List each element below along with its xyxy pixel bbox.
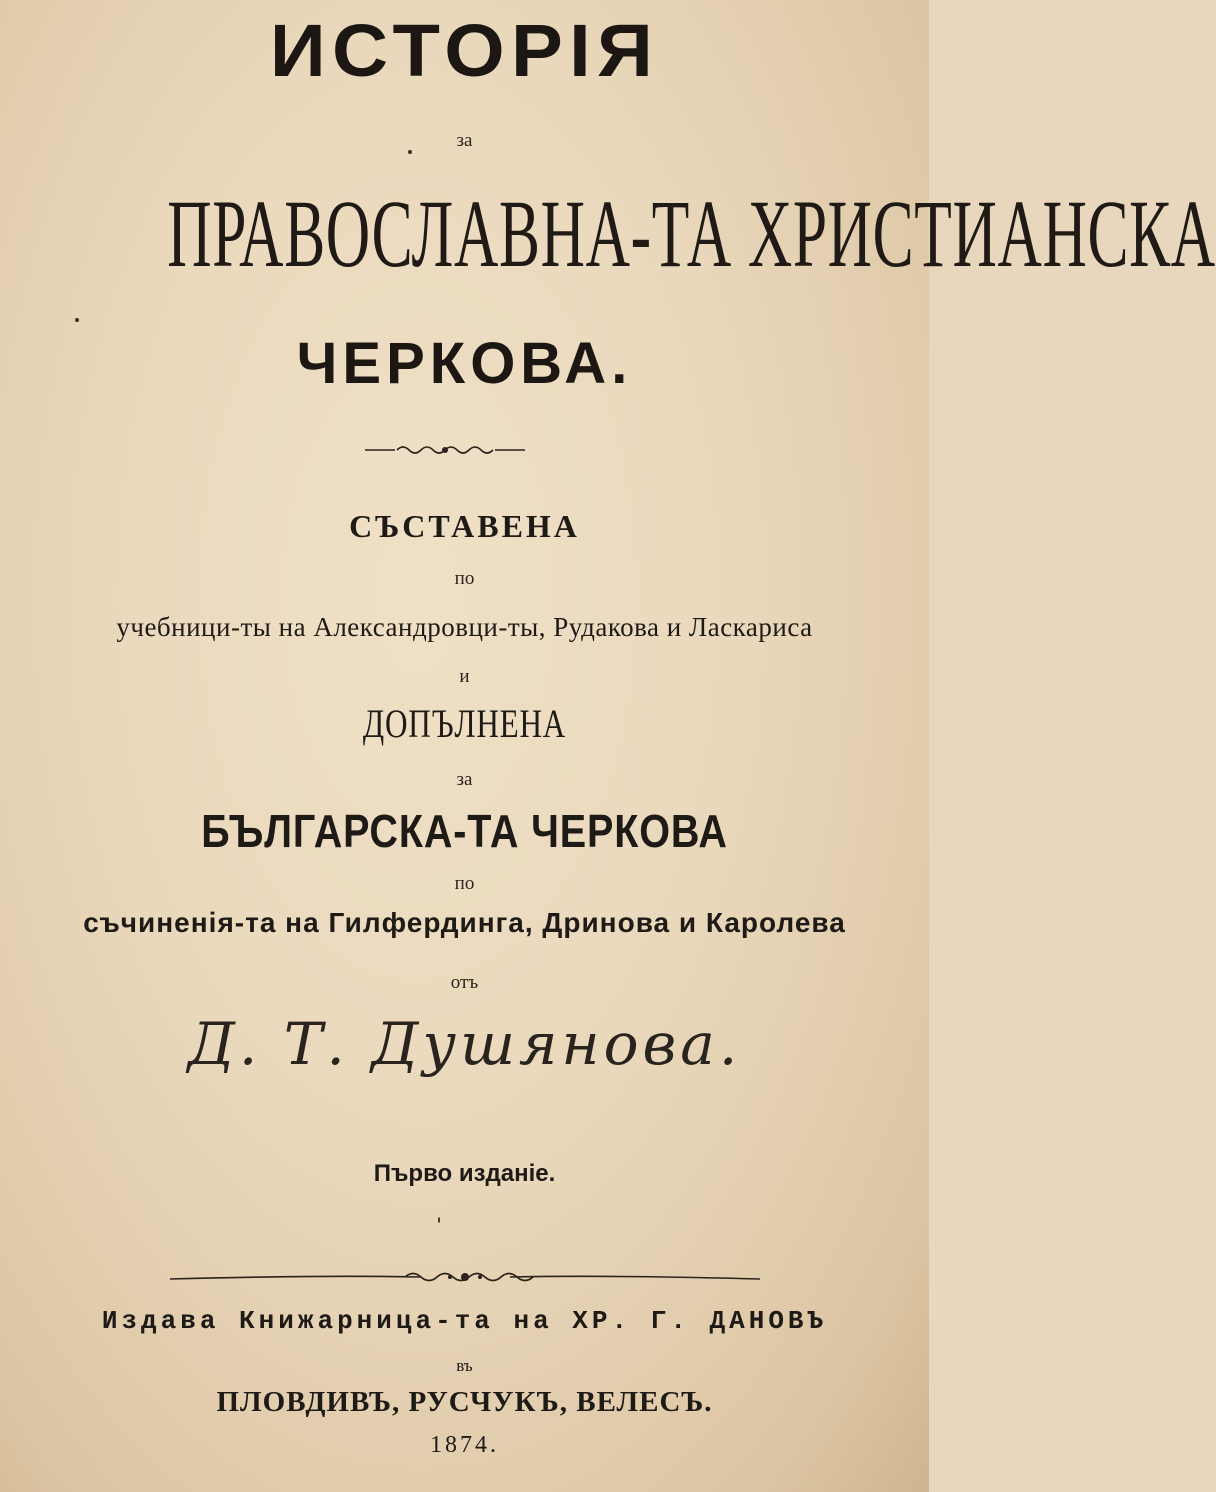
subject-line-2: ЧЕРКОВА.	[296, 331, 633, 396]
edition-label: Първо изданіе.	[373, 1160, 556, 1187]
sources-line-1: учебници-ты на Александровци-ты, Рудакова и Ласкариса	[116, 612, 813, 642]
preposition-po: по	[454, 568, 475, 589]
cities-line: ПЛОВДИВЪ, РУСЧУКЪ, ВЕЛЕСЪ.	[216, 1386, 713, 1418]
speck-mark	[438, 1217, 440, 1223]
preposition-za-2: за	[456, 769, 473, 790]
book-title: ИСТОРІЯ	[269, 9, 660, 92]
publisher-line: Издава Книжарница-та на ХР. Г. ДАНОВЪ	[101, 1306, 828, 1336]
preposition-po-2: по	[454, 873, 475, 894]
subject-line: ПРАВОСЛАВНА-ТА ХРИСТИАНСКА	[167, 180, 1216, 287]
preposition-ot: отъ	[450, 972, 479, 993]
sources-line-2: съчиненія-та на Гилфердинга, Дринова и Каролева	[83, 907, 846, 938]
compiled-heading: СЪСТАВЕНА	[349, 508, 580, 544]
speck-mark	[75, 318, 79, 322]
speck-mark	[408, 150, 412, 154]
author-name: Д. Т. Душянова.	[187, 1010, 742, 1078]
supplemented-heading: ДОПЪЛНЕНА	[362, 701, 567, 746]
ornament-rule-icon	[170, 1262, 760, 1292]
preposition-za: за	[456, 130, 473, 151]
publication-year: 1874.	[430, 1432, 499, 1458]
preposition-va: въ	[456, 1356, 473, 1375]
conjunction-i: и	[459, 666, 470, 687]
bulgarian-church-heading: БЪЛГАРСКА-ТА ЧЕРКОВА	[201, 805, 728, 857]
ornament-divider-icon	[365, 438, 525, 462]
